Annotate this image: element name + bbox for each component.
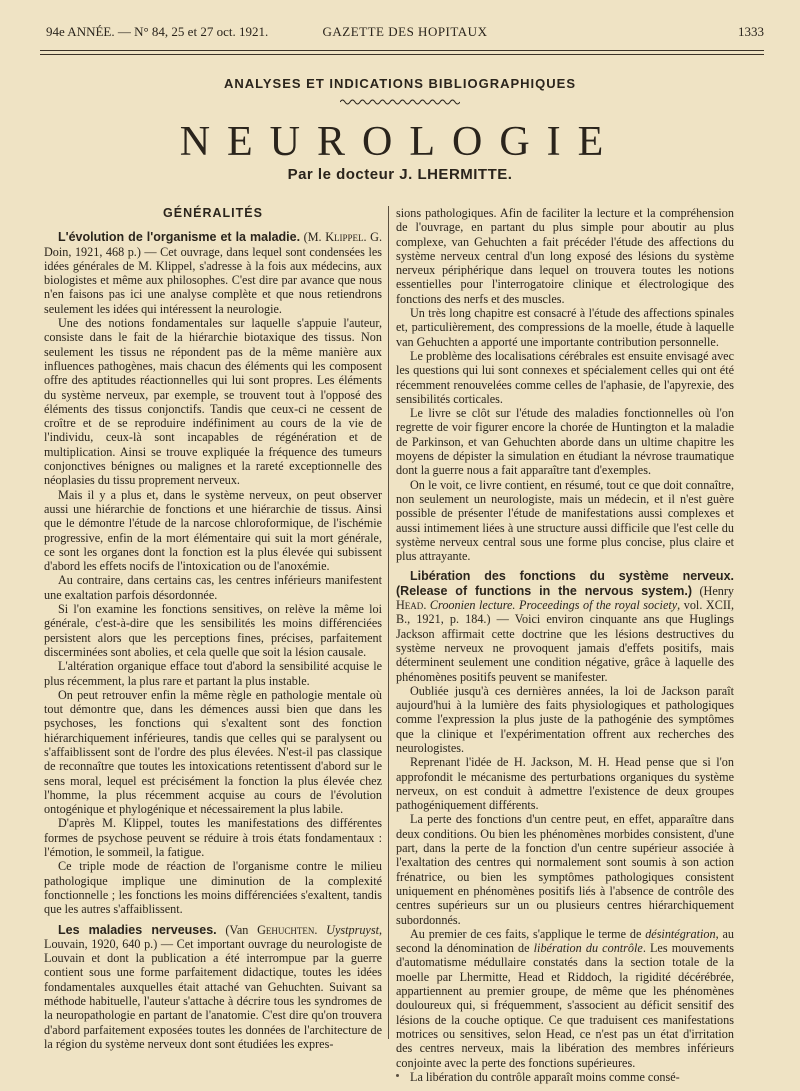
left-column	[44, 206, 382, 1051]
italic-term: libération du contrôle	[533, 941, 643, 956]
page-number: 1333	[738, 24, 764, 39]
paragraph: On peut retrouver enfin la même règle en pathologie mentale où tout démontre que, dans les démences aussi bien que dans les psychoses, les fonctions qui s'exaltent sont des fonction hiérarchiquement inférieures, tandis que celles qui se paralysent ou s'affaiblissent sont de l'ordre des plus élevées. N'est-il pas classique de reconnaître que toutes les intoxications retentissent d'abord sur le sens moral, lequel est précisément la fonction la plus élevée chez l'homme, la plus récemment acquise au cours de l'évolution ontogénique et phylogénique et nécessairement la plus labile.	[44, 687, 382, 817]
article-paragraph	[396, 569, 734, 683]
paragraph: Au contraire, dans certains cas, les centres inférieurs manifestent une exaltation parfois désordonnée.	[44, 573, 382, 602]
paragraph: L'altération organique efface tout d'abord la sensibilité acquise le plus récemment, la plus rare et partant la plus instable.	[44, 659, 382, 688]
paragraph-text: Au premier de ces faits, s'applique le terme de	[410, 926, 646, 941]
subheading: GÉNÉRALITÉS	[163, 206, 263, 220]
paragraph: La perte des fonctions d'un centre peut, en effet, apparaître dans deux conditions. Ou bien les phénomènes morbides consistent, d'une part, dans la perte de la fonction d'un centre supérieur associée à l'exaltation des centres qui normalement sont soumis à son action frénatrice, ou bien les symptômes pathologiques consistent uniquement en phénomènes positifs liés à l'absence de contrôle des centres supérieurs sur un ou plusieurs centres hiérarchiquement subordonnés.	[396, 812, 734, 927]
article-title: Les maladies nerveuses.	[58, 922, 217, 937]
paragraph: Un très long chapitre est consacré à l'étude des affections spinales et, particulièrement, des compressions de la moelle, étude à laquelle van Gehuchten a apporté une importante contribution personnelle.	[396, 306, 734, 349]
paragraph: La libération du contrôle apparaît moins comme consé-	[410, 1069, 680, 1084]
header-rule-bottom	[40, 54, 764, 55]
paragraph: Le livre se clôt sur l'étude des maladies fonctionnelles où l'on regrette de voir figurer encore la chorée de Huntington et la maladie de Parkinson, et van Gehuchten aborde dans un ultime chapitre les moyens de dépister la simulation en étudiant la névrose traumatique dont la guerre nous a fait apparaître tant d'exemples.	[396, 406, 734, 478]
wavy-ornament	[340, 98, 460, 106]
article-paragraph	[44, 923, 382, 1052]
reference-text: .	[423, 598, 430, 613]
paragraph: Une des notions fondamentales sur laquelle s'appuie l'auteur, consiste dans le fait de la hiérarchie biotaxique des tissus. Non seulement les tissus ne répondent pas de la même manière aux influences pathogènes, mais chacun des éléments qui les composent offre des aptitudes réactionnelles qui lui sont propres. Les éléments du système nerveux, par exemple, se trouvent tout à l'opposé des éléments des tissus conjonctifs. Tandis que ceux-ci ne cessent de croître et de se reproduire indéfiniment au cours de la vie de l'individu, ceux-là sont incapables de régénération et de multiplication. Ainsi se trouve expliquée la fréquence des tumeurs conjonctives bénignes ou malignes et la rareté exceptionnelle des néoplasies du tissu proprement nerveux.	[44, 316, 382, 488]
section-title: ANALYSES ET INDICATIONS BIBLIOGRAPHIQUES	[223, 76, 577, 91]
paragraph	[396, 927, 734, 1070]
journal-name: GAZETTE DES HOPITAUX	[322, 24, 488, 39]
italic-term: désintégration	[645, 926, 716, 941]
paragraph-text: , au second la dénomination de	[396, 926, 734, 956]
paragraph: Si l'on examine les fonctions sensitives, on relève la même loi générale, c'est-à-dire que les sensibilités les moins différenciées persistent alors que les perceptions fines, précises, parfaitement discerminées sont abolies, et cela quelle que soit la lésion causale.	[44, 602, 382, 659]
column-divider	[388, 206, 389, 1039]
running-header	[46, 24, 764, 44]
author-name: Gehuchten	[257, 922, 315, 937]
paragraph: Oubliée jusqu'à ces dernières années, la loi de Jackson paraît aujourd'hui à la lumière des faits physiologiques et pathologiques comme l'expression la plus juste de la pathogénie des symptômes que la clinique et l'expérimentation offrent aux recherches des neurologistes.	[396, 683, 734, 755]
paragraph: On le voit, ce livre contient, en résumé, tout ce que doit connaître, non seulement un neurologiste, mais un médecin, et il n'est guère possible de présenter l'étude de manifestations aussi complexes et aussi intimement liées à une structure aussi difficile que l'est celle du système nerveux central sous une forme plus concise, plus claire et plus attrayante.	[396, 477, 734, 564]
author-name: Head	[396, 598, 424, 613]
paragraph: Reprenant l'idée de H. Jackson, M. H. Head pense que si l'on approfondit le mécanisme des perturbations organiques du système nerveux, on est conduit à admettre l'existence de deux groupes pathogéniquement différents.	[396, 755, 734, 813]
paragraph: sions pathologiques. Afin de faciliter la lecture et la compréhension de l'ouvrage, en partant du plus simple pour aboutir au plus complexe, van Gehuchten a fait précéder l'étude des affections du système nerveux central d'un long exposé des lésions du système nerveux périphérique dans lequel on trouvera toutes les notions essentielles pour l'interrogatoire clinique et électrologique des fonctions des nerfs et des muscles.	[396, 206, 734, 306]
reference-text: (Henry	[692, 583, 734, 598]
reference-text: (Van	[216, 922, 258, 937]
right-column	[396, 206, 734, 1084]
paragraph: Ce triple mode de réaction de l'organisme contre le milieu pathologique implique une diminution de la complexité fonctionnelle ; les fonctions les moins différenciées s'exaltent, tandis que les autres s'affaiblissent.	[44, 859, 382, 917]
paragraph-text: , vol. XCII, B., 1921, p. 184.) — Voici environ cinquante ans que Huglings Jackson affirmait cette doctrine que les lésions destructives du système nerveux ne provoquent jamais d'effets positifs, mais déterminent seulement une condition négative, grâce à laquelle des phénomènes positifs peuvent se manifester.	[396, 598, 735, 684]
page-title: NEUROLOGIE	[179, 119, 621, 165]
publication-name: Croonien lecture. Proceedings of the royal society	[429, 598, 678, 613]
printer-mark	[396, 1074, 399, 1077]
article-paragraph	[44, 230, 382, 316]
paragraph-text: , Louvain, 1920, 640 p.) — Cet important ouvrage du neurologiste de Louvain et dont la publication a été interrompue par la guerre contient sous une forme parfaitement didactique, toutes les idées fondamentales auxquelles était attaché van Gehuchten. Suivant sa méthode habituelle, l'auteur s'attache à décrire tous les syndromes de la neuropathologie en partant de l'anatomie. C'est dire qu'on trouvera d'abord parfaitement exposées toutes les données de l'architecture de la région du système nerveux dont sont étudiées les expres-	[44, 922, 382, 1051]
publisher-name: Uystpruyst	[326, 922, 379, 937]
paragraph: D'après M. Klippel, toutes les manifestations des différentes formes de psychose peuvent se réduire à trois états fondamentaux : l'émotion, le sommeil, la fatigue.	[44, 816, 382, 860]
author-name: Klippel	[325, 230, 364, 245]
paragraph: Mais il y a plus et, dans le système nerveux, on peut observer aussi une hiérarchie de fonctions et une hiérarchie de tissus. Ainsi que le démontre l'étude de la narcose chloroformique, de l'ischémie progressive, enfin de la mort élémentaire qui suit la mort générale, ce sont les organes dont la fonction est la plus élevée qui subissent d'abord les effets nocifs de l'intoxication ou de l'anoxémie.	[44, 487, 382, 574]
paragraph-text: . G. Doin, 1921, 468 p.) — Cet ouvrage, dans lequel sont condensées les idées générales de M. Klippel, s'adresse à la fois aux médecins, aux biologistes et même aux philosophes. C'est dire par avance que nous n'en faisons pas ici une analyse complète et que nous retiendrons seulement les idées qui intéressent la neurologie.	[44, 230, 382, 316]
article-title: L'évolution de l'organisme et la maladie.	[58, 230, 301, 245]
reference-text: .	[314, 922, 327, 937]
reference-text: (M.	[300, 230, 326, 245]
paragraph: Le problème des localisations cérébrales est ensuite envisagé avec les questions qui lui sont connexes et spécialement celles qui ont été récemment renouvelées comme celles de l'aphasie, de l'apyrexie, des sensibilités corticales.	[396, 348, 734, 406]
byline: Par le docteur J. LHERMITTE.	[287, 166, 513, 183]
header-rule-top	[40, 50, 764, 51]
paragraph-text: . Les mouvements d'automatisme médullaire constatés dans la section totale de la moelle par Lhermitte, Head et Riddoch, la rigidité décérébrée, appartiennent au premier groupe, de même que les phénomènes douloureux qui, si fréquemment, s'associent au déficit sensitif des lésions de la couche optique. Ce que traduisent ces manifestations motrices ou sensitives, selon Head, ce n'est pas un état d'irritation des centres nerveux, mais la libération des membres inférieurs conjointe avec la perte des fonctions supérieures.	[396, 941, 734, 1070]
article-title: Libération des fonctions du système nerveux. (Release of functions in the nervous system.)	[396, 569, 734, 598]
issue-info: 94e ANNÉE. — N° 84, 25 et 27 oct. 1921.	[46, 24, 269, 39]
